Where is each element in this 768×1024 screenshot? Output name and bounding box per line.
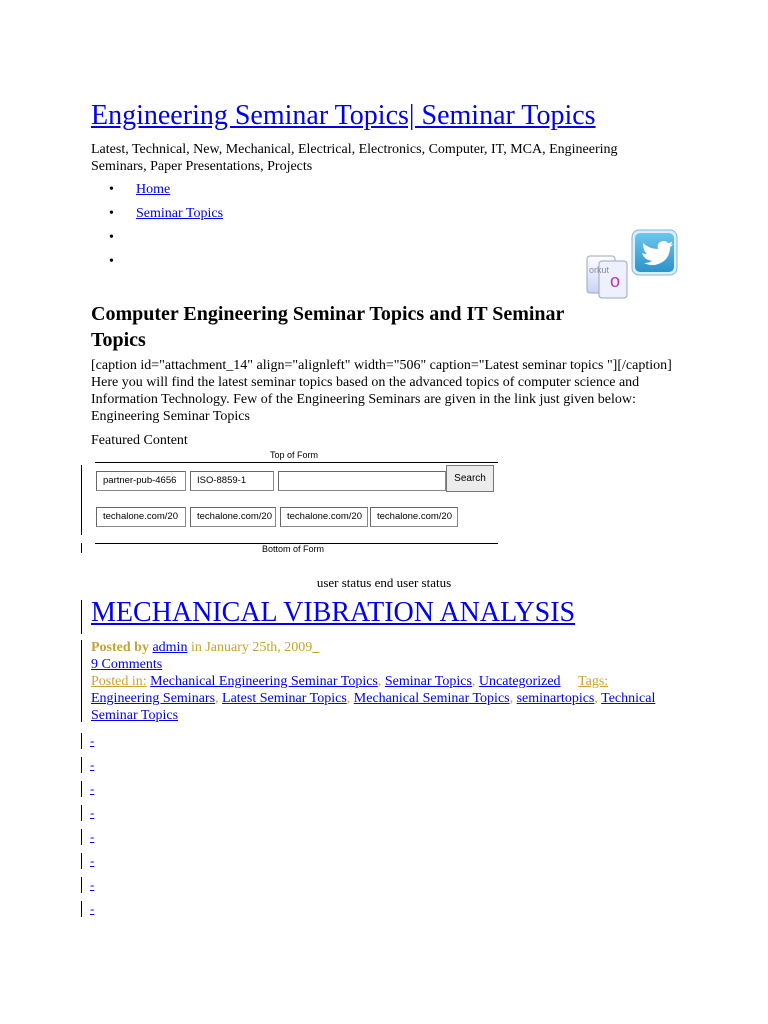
posted-in-label: Posted in: [91,674,147,689]
twitter-icon[interactable] [631,229,678,276]
tag-link[interactable]: Mechanical Seminar Topics [353,691,510,706]
tag-link[interactable]: Latest Seminar Topics [222,691,347,706]
partner-field[interactable]: partner-pub-4656 [96,471,186,491]
post-taxonomy: Posted in: Mechanical Engineering Seminar Topics, Seminar Topics, Uncategorized Tags: Engineering Seminars, Latest Seminar Topics, Mechanical Seminar Topics, seminartopics, Technical Seminar Topics [91,674,656,723]
dash-link[interactable]: - [90,781,95,796]
dash-link[interactable]: - [90,733,95,748]
featured-content-label: Featured Content [91,433,188,448]
hidden-field[interactable]: techalone.com/20 [280,507,368,527]
dash-link[interactable]: - [90,829,95,844]
post-date: in January 25th, 2009 [190,640,313,655]
form-left-bar [81,465,82,535]
nav-item-empty [109,252,223,276]
hidden-field[interactable]: techalone.com/20 [190,507,276,527]
nav-link-seminar-topics[interactable]: Seminar Topics [136,206,224,221]
meta-left-bar [81,640,82,722]
site-title-link[interactable]: Engineering Seminar Topics| Seminar Topics [91,100,596,131]
form-top-rule [95,462,498,463]
form-bottom-bar [81,543,82,553]
hidden-field[interactable]: techalone.com/20 [370,507,458,527]
hidden-field[interactable]: techalone.com/20 [96,507,186,527]
tag-link[interactable]: Technical Seminar Topics [91,691,656,723]
dash-link[interactable]: - [90,853,95,868]
search-button-label: Search [454,473,486,484]
nav-link-home[interactable]: Home [136,182,171,197]
category-link[interactable]: Seminar Topics [384,674,472,689]
comments-link[interactable]: 9 Comments [91,657,163,672]
nav-item-home [109,180,223,204]
top-of-form-note: Top of Form [270,450,319,460]
bottom-of-form-note: Bottom of Form [262,544,325,554]
search-button[interactable] [446,465,494,492]
dash-link[interactable]: - [90,877,95,892]
nav-item-seminar-topics [109,204,223,228]
post-left-bar [81,600,82,634]
nav-item-empty [109,228,223,252]
tag-link[interactable]: Engineering Seminars [91,691,216,706]
post-title-computer-engineering: Computer Engineering Seminar Topics and IT Seminar Topics [91,303,565,351]
post-byline [91,639,671,656]
category-link[interactable]: Uncategorized [478,674,561,689]
site-tagline: Latest, Technical, New, Mechanical, Electrical, Electronics, Computer, IT, MCA, Engineering Seminars, Paper Presentations, Projects [91,142,618,174]
posted-by-label: Posted by [91,640,149,655]
post-meta [91,639,671,724]
orkut-label: orkut [589,265,610,275]
nav-menu [109,180,223,276]
dash-link[interactable]: - [90,805,95,820]
search-input[interactable] [278,471,446,491]
post-title-mechanical-vibration[interactable]: MECHANICAL VIBRATION ANALYSIS [91,597,576,628]
user-status-text: user status end user status [316,575,452,590]
author-link[interactable]: admin [152,640,188,655]
dash-link[interactable]: - [90,901,95,916]
orkut-icon[interactable] [586,253,628,299]
dash-link[interactable]: - [90,757,95,772]
charset-field[interactable]: ISO-8859-1 [190,471,274,491]
category-link[interactable]: Mechanical Engineering Seminar Topics [150,674,378,689]
post-excerpt: [caption id="attachment_14" align="alignleft" width="506" caption="Latest seminar topics "][/caption] Here you will find the latest seminar topics based on the advanced topics of computer science and Information Technology. Few of the Engineering Seminars are given in the link just given below: Engineering Seminar Topics [91,358,672,424]
svg-text:o: o [610,271,621,291]
tags-label: Tags: [578,674,609,689]
tag-link[interactable]: seminartopics [516,691,595,706]
